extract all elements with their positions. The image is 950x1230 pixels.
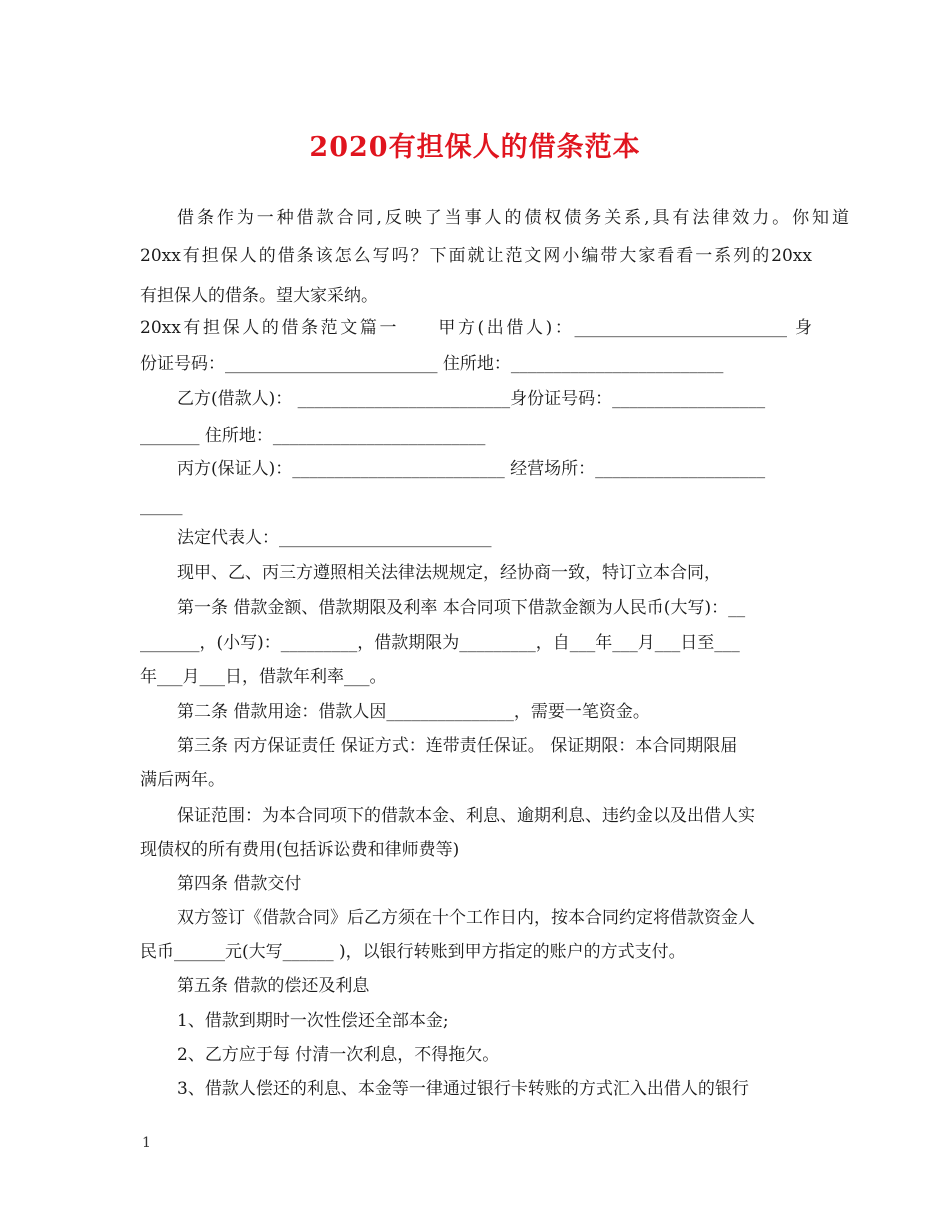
paragraph-line: 3、借款人偿还的利息、本金等一律通过银行卡转账的方式汇入出借人的银行 — [177, 1079, 749, 1099]
document-title: 2020有担保人的借条范本 — [309, 132, 641, 163]
paragraph-line: 20xx有担保人的借条范文篇一 甲方(出借人)：_________________________ 身 — [140, 318, 812, 338]
paragraph-line: 第五条 借款的偿还及利息 — [177, 976, 370, 996]
paragraph-line: _____ — [140, 496, 183, 516]
paragraph-line: 法定代表人：_________________________ — [177, 528, 492, 548]
paragraph-line: 第四条 借款交付 — [177, 874, 302, 894]
paragraph-line: 满后两年。 — [140, 770, 225, 790]
paragraph-line: 第一条 借款金额、借款期限及利率 本合同项下借款金额为人民币(大写)：__ — [177, 598, 746, 618]
paragraph-line: 1、借款到期时一次性偿还全部本金; — [177, 1011, 449, 1031]
paragraph-line: 丙方(保证人)：_________________________ 经营场所：____________________ — [177, 459, 766, 479]
paragraph-line: 双方签订《借款合同》后乙方须在十个工作日内，按本合同约定将借款资金人 — [177, 908, 755, 928]
paragraph-line: 第二条 借款用途：借款人因_______________，需要一笔资金。 — [177, 702, 650, 722]
paragraph-line: 第三条 丙方保证责任 保证方式：连带责任保证。 保证期限：本合同期限届 — [177, 736, 738, 756]
paragraph-line: 现债权的所有费用(包括诉讼费和律师费等) — [140, 840, 460, 860]
paragraph-line: 民币______元(大写______ )，以银行转账到甲方指定的账户的方式支付。 — [140, 942, 686, 962]
paragraph-line: 份证号码：_________________________ 住所地：_________________________ — [140, 354, 724, 374]
paragraph-line: _______，(小写)：_________，借款期限为_________，自___年___月___日至___ — [140, 633, 740, 653]
paragraph-line: 20xx有担保人的借条该怎么写吗？下面就让范文网小编带大家看看一系列的20xx — [140, 246, 812, 266]
paragraph-line: 现甲、乙、丙三方遵照相关法律法规规定，经协商一致，特订立本合同， — [177, 563, 721, 583]
paragraph-line: 有担保人的借条。望大家采纳。 — [140, 286, 378, 306]
paragraph-line: 乙方(借款人)： _________________________身份证号码：__________________ — [177, 389, 766, 409]
paragraph-line: 2、乙方应于每 付清一次利息，不得拖欠。 — [177, 1045, 500, 1065]
page-number: 1 — [142, 1135, 151, 1151]
paragraph-line: 借条作为一种借款合同,反映了当事人的债权债务关系,具有法律效力。你知道 — [177, 208, 849, 228]
paragraph-line: _______ 住所地：_________________________ — [140, 426, 486, 446]
paragraph-line: 年___月___日，借款年利率___。 — [140, 667, 387, 687]
paragraph-line: 保证范围：为本合同项下的借款本金、利息、逾期利息、违约金以及出借人实 — [177, 806, 755, 826]
